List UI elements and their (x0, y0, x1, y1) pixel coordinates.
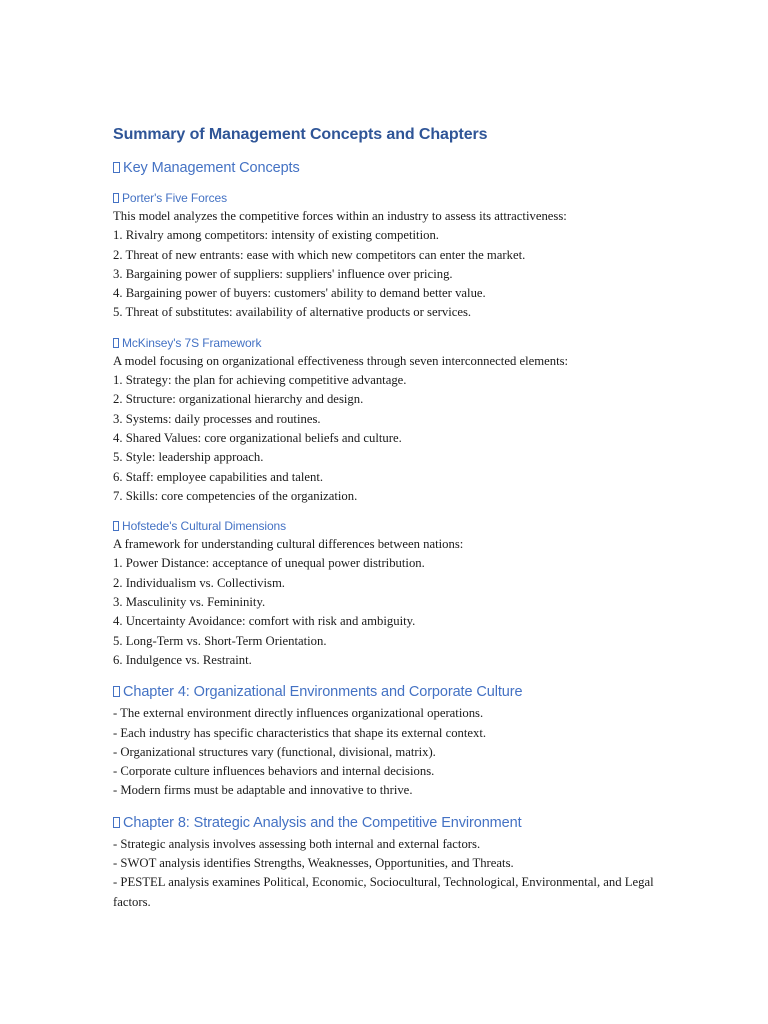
list-item: 3. Bargaining power of suppliers: suppliers' influence over pricing. (113, 266, 453, 281)
list-item: 3. Masculinity vs. Femininity. (113, 595, 266, 610)
list-item: 1. Rivalry among competitors: intensity of existing competition. (113, 228, 439, 243)
concept-intro: A framework for understanding cultural differences between nations: (113, 537, 464, 552)
concept-heading-label: Hofstede's Cultural Dimensions (122, 519, 287, 534)
section-heading-label: Key Management Concepts (123, 160, 300, 176)
list-item: 3. Systems: daily processes and routines. (113, 411, 321, 426)
list-item: 5. Threat of substitutes: availability of alternative products or services. (113, 305, 472, 320)
list-item: 5. Style: leadership approach. (113, 450, 264, 465)
missing-glyph-icon (113, 338, 119, 348)
missing-glyph-icon (113, 521, 119, 531)
list-item: 1. Power Distance: acceptance of unequal power distribution. (113, 556, 425, 571)
concept-heading (113, 335, 673, 352)
missing-glyph-icon (113, 193, 119, 203)
concept-mckinsey-7s (113, 335, 673, 506)
list-item: 5. Long-Term vs. Short-Term Orientation. (113, 633, 327, 648)
list-item: 2. Threat of new entrants: ease with which new competitors can enter the market. (113, 247, 526, 262)
concept-intro: This model analyzes the competitive forces within an industry to assess its attractiveness: (113, 209, 567, 223)
list-item: - The external environment directly influences organizational operations. (113, 706, 484, 721)
concept-heading-label: Porter's Five Forces (122, 191, 227, 205)
chapter-heading-label: Chapter 8: Strategic Analysis and the Competitive Environment (123, 814, 522, 831)
chapter-heading (113, 682, 673, 702)
list-item: - Corporate culture influences behaviors and internal decisions. (113, 764, 435, 779)
list-item: 4. Bargaining power of buyers: customers' ability to demand better value. (113, 286, 486, 301)
list-item: 2. Structure: organizational hierarchy and design. (113, 392, 364, 407)
list-item: 4. Uncertainty Avoidance: comfort with risk and ambiguity. (113, 614, 416, 629)
document-title: Summary of Management Concepts and Chapters (113, 126, 488, 143)
document-content (113, 124, 673, 924)
concept-hofstede (113, 518, 673, 670)
list-item: - Organizational structures vary (functional, divisional, matrix). (113, 744, 436, 759)
list-item: 6. Indulgence vs. Restraint. (113, 652, 252, 667)
chapter-heading-label: Chapter 4: Organizational Environments and Corporate Culture (123, 684, 523, 701)
concept-heading-label: McKinsey's 7S Framework (122, 335, 262, 350)
concept-heading (113, 190, 673, 207)
list-item: 7. Skills: core competencies of the organization. (113, 488, 358, 503)
section-heading-key-concepts (113, 158, 673, 178)
concept-intro: A model focusing on organizational effectiveness through seven interconnected elements: (113, 353, 569, 368)
list-item: - PESTEL analysis examines Political, Economic, Sociocultural, Technological, Environmental, and Legal factors. (113, 875, 654, 909)
concept-porters-five-forces (113, 190, 673, 323)
list-item: - Each industry has specific characteristics that shape its external context. (113, 725, 487, 740)
missing-glyph-icon (113, 817, 120, 828)
missing-glyph-icon (113, 686, 120, 697)
concept-heading (113, 518, 673, 535)
list-item: 6. Staff: employee capabilities and talent. (113, 469, 324, 484)
list-item: 2. Individualism vs. Collectivism. (113, 575, 285, 590)
list-item: 4. Shared Values: core organizational beliefs and culture. (113, 430, 402, 445)
list-item: - Strategic analysis involves assessing both internal and external factors. (113, 836, 481, 851)
missing-glyph-icon (113, 162, 120, 173)
list-item: 1. Strategy: the plan for achieving competitive advantage. (113, 373, 407, 388)
list-item: - SWOT analysis identifies Strengths, Weaknesses, Opportunities, and Threats. (113, 856, 514, 871)
list-item: - Modern firms must be adaptable and innovative to thrive. (113, 783, 413, 798)
chapter-heading (113, 813, 673, 833)
chapter-4-section (113, 682, 673, 800)
chapter-8-section (113, 813, 673, 912)
